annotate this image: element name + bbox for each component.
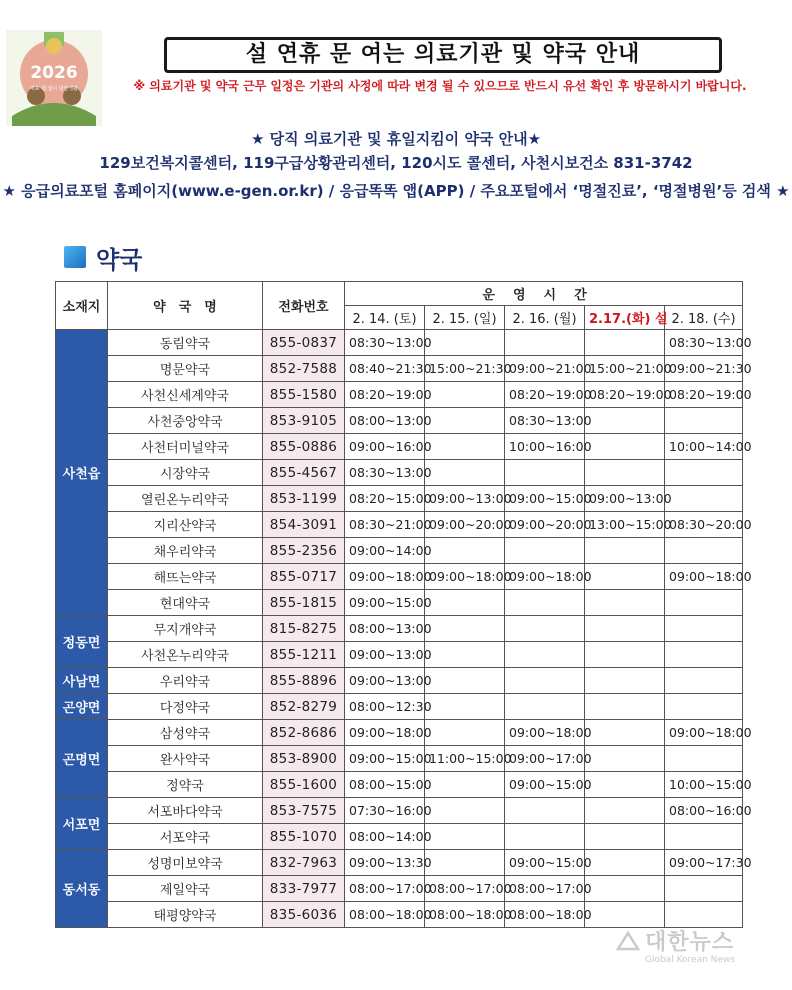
- hours-cell: [505, 824, 585, 850]
- header-date: 2. 15. (일): [425, 306, 505, 330]
- square-bullet-icon: [64, 246, 86, 268]
- hours-cell: 08:00~14:00: [345, 824, 425, 850]
- hours-cell: [505, 668, 585, 694]
- phone-number: 815-8275: [263, 616, 345, 642]
- hours-cell: 09:00~17:30: [665, 850, 743, 876]
- hours-cell: 15:00~21:00: [585, 356, 665, 382]
- hours-cell: [425, 538, 505, 564]
- hours-cell: 08:30~13:00: [345, 460, 425, 486]
- pharmacy-name: 현대약국: [108, 590, 263, 616]
- region-cell: 사천읍: [56, 330, 108, 616]
- phone-number: 855-1580: [263, 382, 345, 408]
- hours-cell: 08:00~18:00: [345, 902, 425, 928]
- pharmacy-name: 지리산약국: [108, 512, 263, 538]
- hours-cell: [425, 850, 505, 876]
- hours-cell: [665, 590, 743, 616]
- hours-cell: [585, 668, 665, 694]
- table-row: [56, 720, 743, 746]
- pharmacy-name: 무지개약국: [108, 616, 263, 642]
- hours-cell: [665, 668, 743, 694]
- hours-cell: [425, 824, 505, 850]
- hours-cell: 09:00~21:30: [665, 356, 743, 382]
- hours-cell: [585, 434, 665, 460]
- table-row: [56, 772, 743, 798]
- warning-notice: ※ 의료기관 및 약국 근무 일정은 기관의 사정에 따라 변경 될 수 있으므로 반드시 유선 확인 후 방문하시기 바랍니다.: [133, 79, 747, 93]
- hours-cell: [665, 824, 743, 850]
- hours-cell: [665, 460, 743, 486]
- table-row: [56, 512, 743, 538]
- hours-cell: 08:00~18:00: [425, 902, 505, 928]
- hours-cell: [425, 616, 505, 642]
- hours-cell: 08:20~19:00: [505, 382, 585, 408]
- hours-cell: 08:00~13:00: [345, 408, 425, 434]
- pharmacy-name: 해뜨는약국: [108, 564, 263, 590]
- hours-cell: 13:00~15:00: [585, 512, 665, 538]
- pharmacy-name: 제일약국: [108, 876, 263, 902]
- hours-cell: [505, 590, 585, 616]
- region-cell: 곤양면: [56, 694, 108, 720]
- hours-cell: [585, 694, 665, 720]
- table-row: [56, 746, 743, 772]
- table-row: [56, 460, 743, 486]
- hours-cell: [585, 746, 665, 772]
- hours-cell: 09:00~20:00: [505, 512, 585, 538]
- phone-number: 855-0717: [263, 564, 345, 590]
- hours-cell: 08:40~21:30: [345, 356, 425, 382]
- pharmacy-name: 삼성약국: [108, 720, 263, 746]
- hours-cell: [665, 408, 743, 434]
- hours-cell: 08:00~15:00: [345, 772, 425, 798]
- section-header: [64, 241, 142, 273]
- phone-number: 855-1070: [263, 824, 345, 850]
- hours-cell: [665, 746, 743, 772]
- phone-number: 853-1199: [263, 486, 345, 512]
- hours-cell: [665, 538, 743, 564]
- hours-cell: 09:00~14:00: [345, 538, 425, 564]
- hours-cell: [425, 382, 505, 408]
- hours-cell: 09:00~13:00: [345, 668, 425, 694]
- hours-cell: [585, 590, 665, 616]
- table-row: [56, 590, 743, 616]
- hours-cell: [665, 694, 743, 720]
- watermark-subtitle: Global Korean News: [645, 955, 735, 965]
- hours-cell: [425, 668, 505, 694]
- table-row: [56, 486, 743, 512]
- hours-cell: [665, 642, 743, 668]
- table-row: [56, 616, 743, 642]
- region-cell: 서포면: [56, 798, 108, 850]
- table-row: [56, 668, 743, 694]
- hours-cell: 09:00~20:00: [425, 512, 505, 538]
- hours-cell: 08:30~21:00: [345, 512, 425, 538]
- hours-cell: 08:20~15:00: [345, 486, 425, 512]
- hours-cell: 08:30~13:00: [665, 330, 743, 356]
- hours-cell: [425, 434, 505, 460]
- hours-cell: [585, 824, 665, 850]
- table-row: [56, 798, 743, 824]
- logo-caption: 대표 웹 접이 방안생활: [29, 86, 79, 92]
- pharmacy-name: 명문약국: [108, 356, 263, 382]
- hours-cell: 09:00~18:00: [665, 720, 743, 746]
- pharmacy-name: 사천터미널약국: [108, 434, 263, 460]
- page-title: 설 연휴 문 여는 의료기관 및 약국 안내: [164, 37, 722, 73]
- pharmacy-name: 동림약국: [108, 330, 263, 356]
- info-portal: ★ 응급의료포털 홈페이지(www.e-gen.or.kr) / 응급똑똑 앱(APP) / 주요포털에서 ‘명절진료’, ‘명절병원’등 검색 ★: [2, 182, 790, 200]
- hours-cell: [585, 772, 665, 798]
- hours-cell: 09:00~15:00: [505, 486, 585, 512]
- hours-cell: 09:00~13:00: [425, 486, 505, 512]
- phone-number: 855-4567: [263, 460, 345, 486]
- phone-number: 855-0886: [263, 434, 345, 460]
- hours-cell: 09:00~18:00: [505, 564, 585, 590]
- watermark-title: 대한뉴스: [645, 930, 735, 955]
- hours-cell: 08:00~17:00: [425, 876, 505, 902]
- hours-cell: [585, 720, 665, 746]
- hours-cell: [505, 798, 585, 824]
- table-row: [56, 356, 743, 382]
- hours-cell: [505, 538, 585, 564]
- phone-number: 852-8686: [263, 720, 345, 746]
- section-title: 약국: [96, 245, 143, 274]
- hours-cell: 09:00~18:00: [345, 720, 425, 746]
- hours-cell: 08:00~16:00: [665, 798, 743, 824]
- hours-cell: [505, 460, 585, 486]
- region-cell: 정동면: [56, 616, 108, 668]
- hours-cell: 08:00~12:30: [345, 694, 425, 720]
- hours-cell: [505, 330, 585, 356]
- phone-number: 832-7963: [263, 850, 345, 876]
- hours-cell: [425, 694, 505, 720]
- header-phone: 전화번호: [263, 282, 345, 330]
- phone-number: 855-0837: [263, 330, 345, 356]
- logo-year: 2026: [30, 63, 78, 83]
- pharmacy-name: 우리약국: [108, 668, 263, 694]
- pharmacy-name: 사천중앙약국: [108, 408, 263, 434]
- hours-cell: 09:00~18:00: [665, 564, 743, 590]
- pharmacy-name: 서포바다약국: [108, 798, 263, 824]
- pharmacy-name: 사천온누리약국: [108, 642, 263, 668]
- phone-number: 855-1600: [263, 772, 345, 798]
- pharmacy-name: 성명미보약국: [108, 850, 263, 876]
- hours-cell: 09:00~18:00: [345, 564, 425, 590]
- hours-cell: 09:00~15:00: [505, 850, 585, 876]
- hours-cell: 09:00~13:00: [345, 642, 425, 668]
- hours-cell: [585, 850, 665, 876]
- table-row: [56, 330, 743, 356]
- hours-cell: [425, 590, 505, 616]
- pharmacy-name: 다정약국: [108, 694, 263, 720]
- hours-cell: [425, 772, 505, 798]
- hours-cell: 08:30~20:00: [665, 512, 743, 538]
- event-logo: [6, 30, 102, 126]
- phone-number: 854-3091: [263, 512, 345, 538]
- header-region: 소재지: [56, 282, 108, 330]
- table-row: [56, 902, 743, 928]
- hours-cell: [585, 876, 665, 902]
- pharmacy-name: 사천신세계약국: [108, 382, 263, 408]
- hours-cell: [425, 642, 505, 668]
- pharmacy-name: 완사약국: [108, 746, 263, 772]
- hours-cell: [425, 798, 505, 824]
- table-row: [56, 408, 743, 434]
- table-row: [56, 642, 743, 668]
- hours-cell: 09:00~18:00: [505, 720, 585, 746]
- hours-cell: 11:00~15:00: [425, 746, 505, 772]
- hours-cell: 08:00~17:00: [345, 876, 425, 902]
- pharmacy-name: 채우리약국: [108, 538, 263, 564]
- hours-cell: 08:20~19:00: [665, 382, 743, 408]
- phone-number: 855-1815: [263, 590, 345, 616]
- watermark: [615, 925, 785, 973]
- phone-number: 833-7977: [263, 876, 345, 902]
- header-date: 2. 16. (월): [505, 306, 585, 330]
- table-row: [56, 434, 743, 460]
- region-cell: 사남면: [56, 668, 108, 694]
- hours-cell: 09:00~13:30: [345, 850, 425, 876]
- hours-cell: [585, 330, 665, 356]
- table-row: [56, 538, 743, 564]
- phone-number: 853-8900: [263, 746, 345, 772]
- pharmacy-name: 태평양약국: [108, 902, 263, 928]
- hours-cell: [585, 616, 665, 642]
- table-row: [56, 382, 743, 408]
- hours-cell: 08:30~13:00: [345, 330, 425, 356]
- hours-cell: [665, 902, 743, 928]
- hours-cell: [585, 460, 665, 486]
- hours-cell: 09:00~15:00: [345, 746, 425, 772]
- hours-cell: 09:00~15:00: [505, 772, 585, 798]
- hours-cell: 09:00~15:00: [345, 590, 425, 616]
- hours-cell: [585, 642, 665, 668]
- pharmacy-schedule-table: [55, 281, 752, 928]
- hours-cell: [425, 408, 505, 434]
- hours-cell: 07:30~16:00: [345, 798, 425, 824]
- hours-cell: 08:20~19:00: [585, 382, 665, 408]
- hours-cell: [585, 538, 665, 564]
- hours-cell: 09:00~13:00: [585, 486, 665, 512]
- header-hours: 운영시간: [345, 282, 743, 306]
- hours-cell: 09:00~16:00: [345, 434, 425, 460]
- pharmacy-name: 시장약국: [108, 460, 263, 486]
- hours-cell: [665, 486, 743, 512]
- region-cell: 곤명면: [56, 720, 108, 798]
- hours-cell: 10:00~16:00: [505, 434, 585, 460]
- header-date: 2. 18. (수): [665, 306, 743, 330]
- newspaper-icon: [615, 929, 641, 955]
- region-cell: 동서동: [56, 850, 108, 928]
- phone-number: 855-8896: [263, 668, 345, 694]
- hours-cell: [585, 902, 665, 928]
- hours-cell: 09:00~18:00: [425, 564, 505, 590]
- phone-number: 853-7575: [263, 798, 345, 824]
- hours-cell: [425, 720, 505, 746]
- hours-cell: [665, 876, 743, 902]
- header-name: 약 국 명: [108, 282, 263, 330]
- hours-cell: 09:00~21:00: [505, 356, 585, 382]
- hours-cell: [425, 330, 505, 356]
- hours-cell: 15:00~21:30: [425, 356, 505, 382]
- phone-number: 853-9105: [263, 408, 345, 434]
- pharmacy-name: 정약국: [108, 772, 263, 798]
- phone-number: 835-6036: [263, 902, 345, 928]
- table-row: [56, 876, 743, 902]
- hours-cell: [505, 694, 585, 720]
- hours-cell: [425, 460, 505, 486]
- info-heading: ★ 당직 의료기관 및 휴일지킴이 약국 안내★: [250, 130, 542, 148]
- hours-cell: 08:20~19:00: [345, 382, 425, 408]
- hours-cell: [585, 798, 665, 824]
- hours-cell: [505, 616, 585, 642]
- phone-number: 852-8279: [263, 694, 345, 720]
- hours-cell: 08:30~13:00: [505, 408, 585, 434]
- header-date: 2.17.(화) 설: [585, 306, 665, 330]
- hours-cell: [665, 616, 743, 642]
- hours-cell: [585, 564, 665, 590]
- table-row: [56, 824, 743, 850]
- pharmacy-name: 열린온누리약국: [108, 486, 263, 512]
- hours-cell: 09:00~17:00: [505, 746, 585, 772]
- hours-cell: 10:00~14:00: [665, 434, 743, 460]
- hours-cell: 08:00~18:00: [505, 902, 585, 928]
- header-date: 2. 14. (토): [345, 306, 425, 330]
- hours-cell: 10:00~15:00: [665, 772, 743, 798]
- phone-number: 852-7588: [263, 356, 345, 382]
- pharmacy-name: 서포약국: [108, 824, 263, 850]
- hours-cell: 08:00~13:00: [345, 616, 425, 642]
- hours-cell: [585, 408, 665, 434]
- phone-number: 855-1211: [263, 642, 345, 668]
- table-row: [56, 694, 743, 720]
- hours-cell: 08:00~17:00: [505, 876, 585, 902]
- table-row: [56, 564, 743, 590]
- phone-number: 855-2356: [263, 538, 345, 564]
- hours-cell: [505, 642, 585, 668]
- table-row: [56, 850, 743, 876]
- info-contacts: 129보건복지콜센터, 119구급상황관리센터, 120시도 콜센터, 사천시보건소 831-3742: [99, 154, 693, 172]
